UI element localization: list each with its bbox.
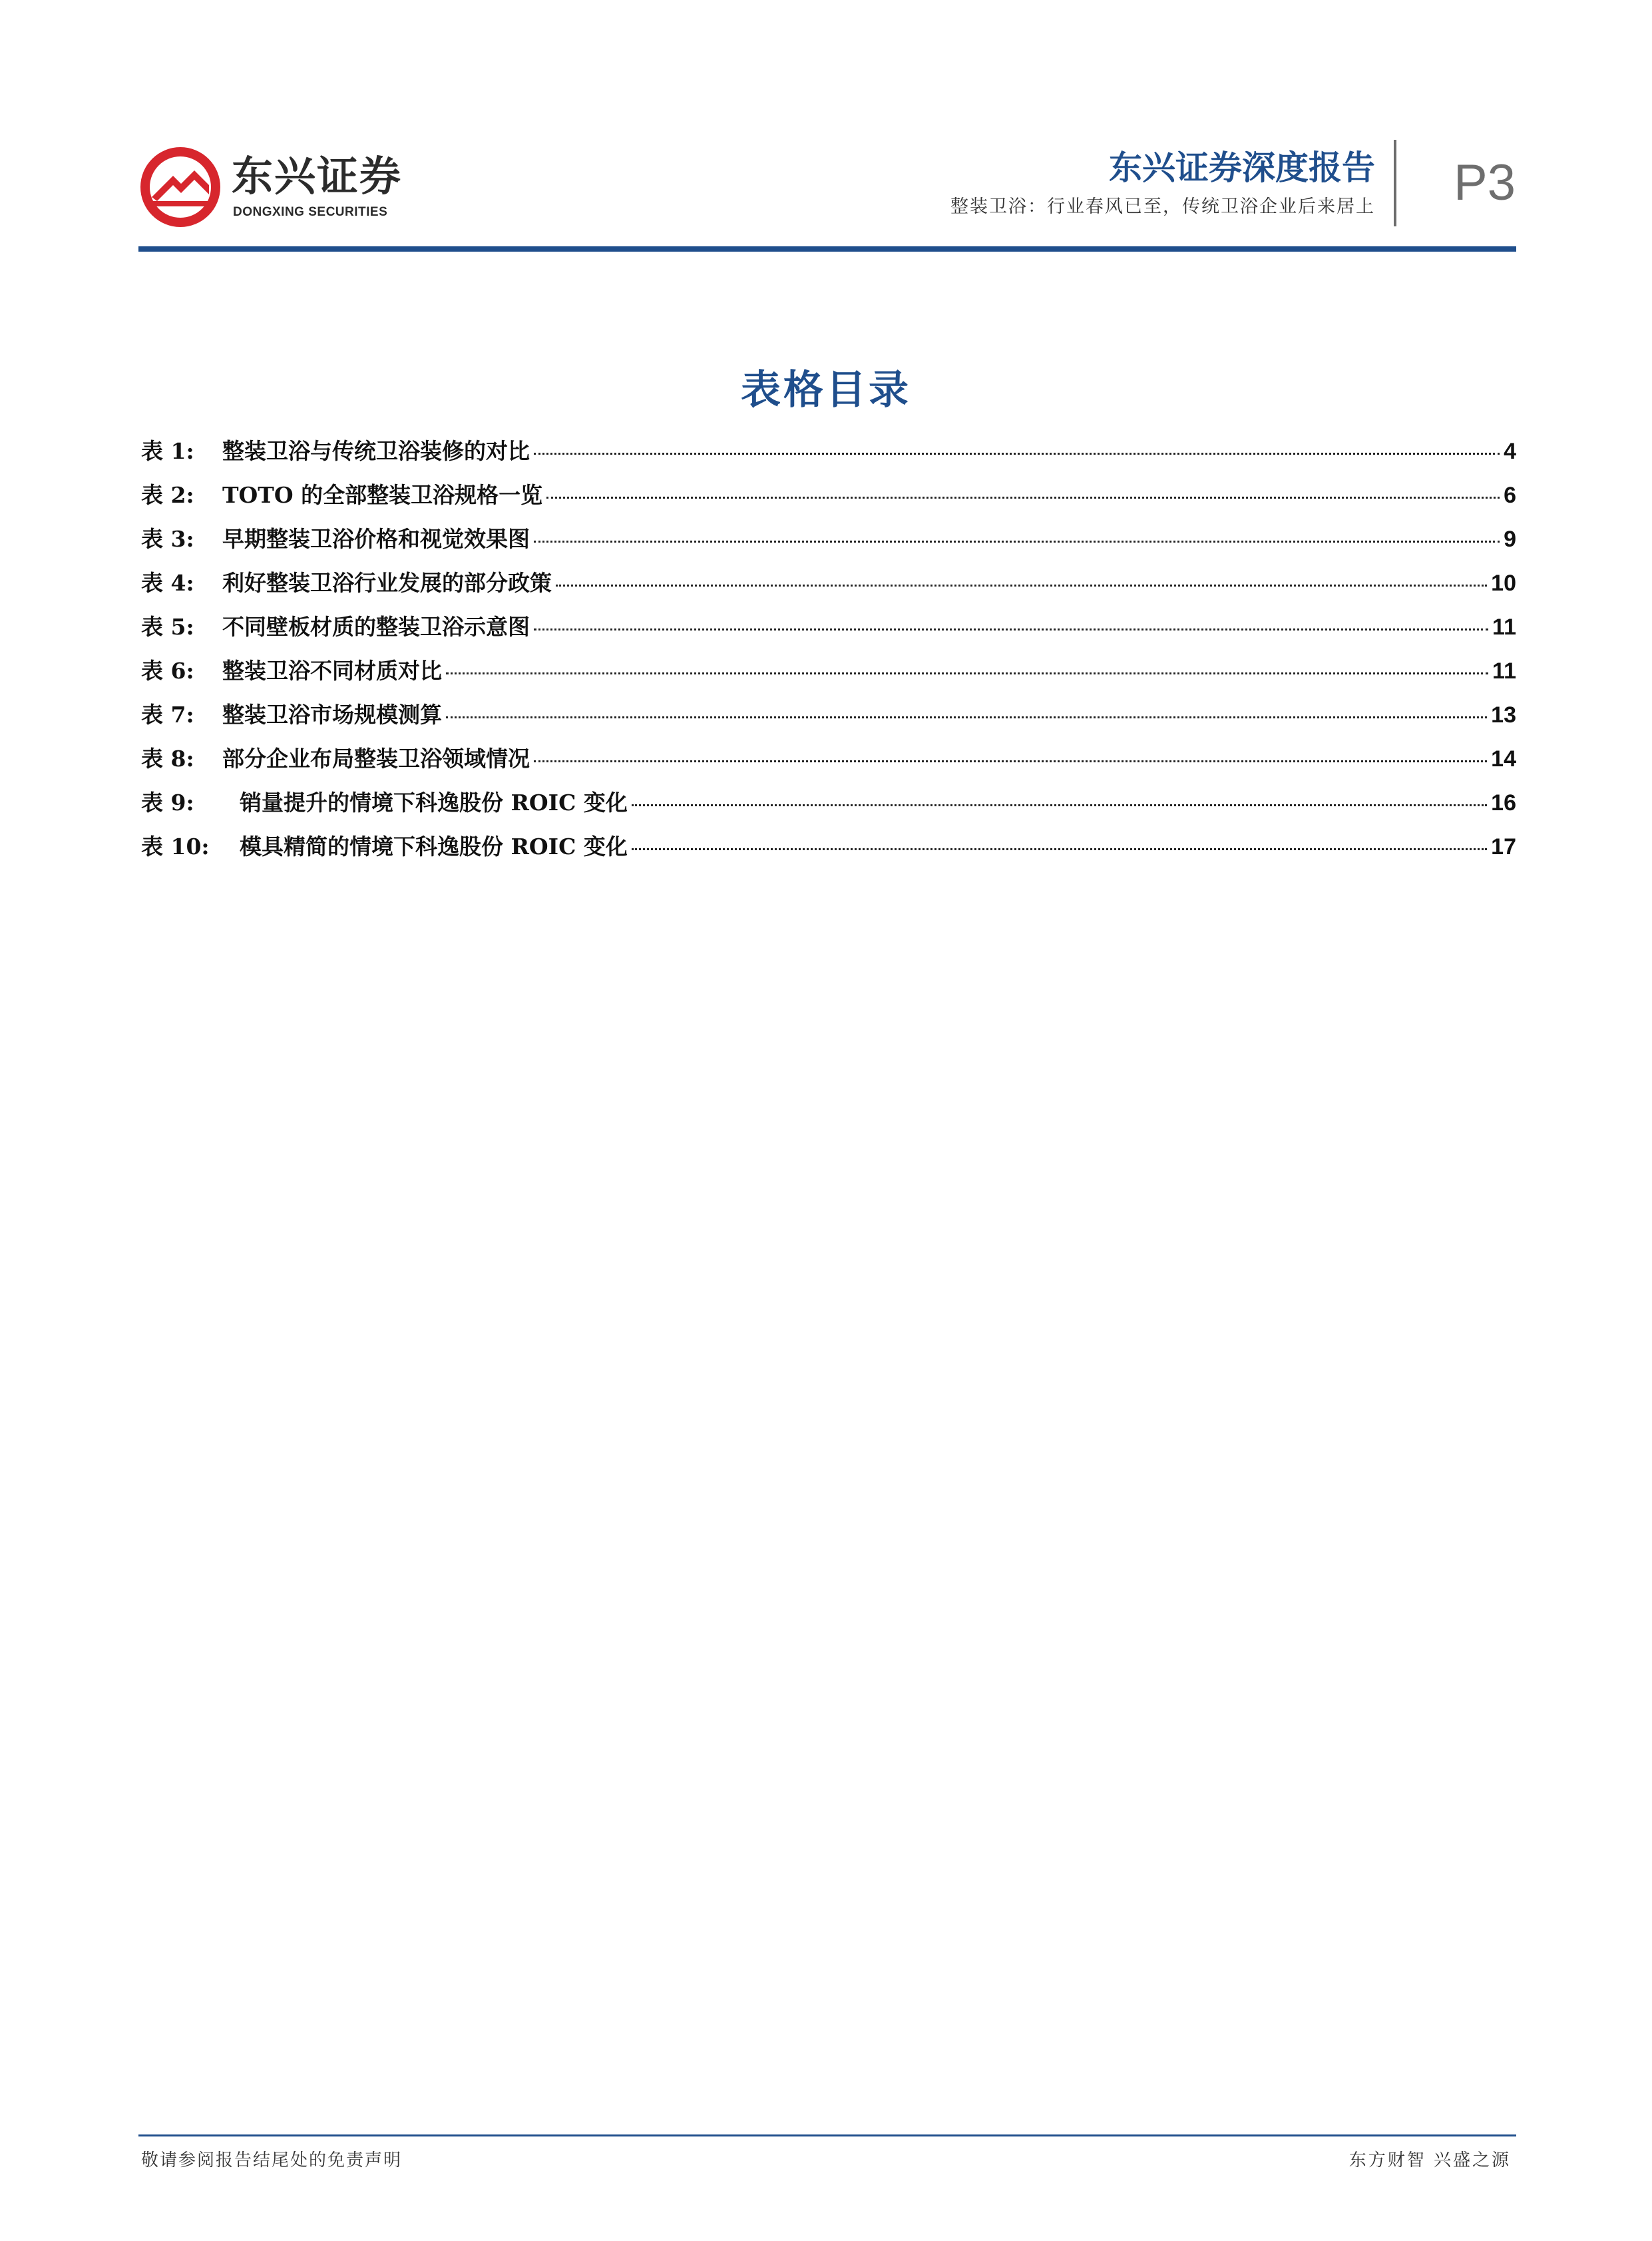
toc-entry-caption: 模具精简的情境下科逸股份 ROIC 变化 xyxy=(240,834,628,860)
toc-entry-caption: 早期整装卫浴价格和视觉效果图 xyxy=(222,526,530,552)
toc-entry[interactable] xyxy=(141,654,1516,698)
toc-entry-page: 4 xyxy=(1504,439,1516,464)
toc-entry-label: 表 8: xyxy=(141,746,194,772)
company-logo xyxy=(138,145,403,229)
toc-entry-page: 6 xyxy=(1504,483,1516,508)
toc-entry[interactable] xyxy=(141,522,1516,566)
toc-entry-caption: 销量提升的情境下科逸股份 ROIC 变化 xyxy=(240,790,628,816)
toc-leader-dots xyxy=(534,760,1487,762)
report-title: 东兴证券深度报告 xyxy=(1109,148,1375,187)
toc-entry[interactable] xyxy=(141,478,1516,522)
toc-entry-caption: 整装卫浴市场规模测算 xyxy=(222,702,442,728)
toc-entry[interactable] xyxy=(141,434,1516,478)
toc-leader-dots xyxy=(534,541,1500,543)
toc-entry-label: 表 6: xyxy=(141,658,194,684)
toc-entry-page: 11 xyxy=(1492,615,1516,640)
toc-entry-page: 16 xyxy=(1491,790,1516,816)
toc-entry-label: 表 7: xyxy=(141,702,194,728)
logo-name-cn: 东兴证券 xyxy=(232,152,403,200)
logo-name-en: DONGXING SECURITIES xyxy=(233,205,388,219)
toc-entry-page: 10 xyxy=(1491,571,1516,596)
toc-leader-dots xyxy=(556,585,1487,587)
toc-entry-caption: TOTO 的全部整装卫浴规格一览 xyxy=(222,482,543,508)
toc-leader-dots xyxy=(632,804,1487,806)
toc-entry-caption: 利好整装卫浴行业发展的部分政策 xyxy=(222,570,552,596)
toc-leader-dots xyxy=(534,628,1488,630)
toc-entry-page: 17 xyxy=(1491,834,1516,860)
toc-entry[interactable] xyxy=(141,830,1516,873)
toc-entry-page: 13 xyxy=(1491,702,1516,728)
page-number: P3 xyxy=(1454,154,1516,211)
toc-leader-dots xyxy=(534,453,1500,455)
table-of-tables xyxy=(141,434,1516,873)
toc-entry[interactable] xyxy=(141,610,1516,654)
footer-rule xyxy=(138,2134,1516,2136)
toc-entry-page: 11 xyxy=(1492,658,1516,684)
toc-entry-caption: 整装卫浴不同材质对比 xyxy=(222,658,442,684)
toc-entry-caption: 部分企业布局整装卫浴领域情况 xyxy=(222,746,530,772)
toc-entry-page: 9 xyxy=(1504,527,1516,552)
toc-leader-dots xyxy=(446,672,1488,674)
toc-entry-label: 表 10: xyxy=(141,834,210,860)
footer-slogan: 东方财智 兴盛之源 xyxy=(1348,2150,1511,2170)
toc-entry-label: 表 4: xyxy=(141,570,194,596)
report-subtitle: 整装卫浴：行业春风已至，传统卫浴企业后来居上 xyxy=(950,196,1375,217)
footer-disclaimer-note: 敬请参阅报告结尾处的免责声明 xyxy=(141,2150,403,2170)
toc-entry-caption: 不同壁板材质的整装卫浴示意图 xyxy=(222,614,530,640)
toc-entry-label: 表 5: xyxy=(141,614,194,640)
toc-entry-label: 表 3: xyxy=(141,526,194,552)
toc-leader-dots xyxy=(446,716,1487,718)
toc-entry-label: 表 1: xyxy=(141,438,194,464)
header-rule xyxy=(138,246,1516,252)
toc-entry[interactable] xyxy=(141,786,1516,830)
toc-entry[interactable] xyxy=(141,742,1516,786)
toc-entry-label: 表 2: xyxy=(141,482,194,508)
toc-entry[interactable] xyxy=(141,698,1516,742)
toc-title: 表格目录 xyxy=(741,367,911,413)
toc-entry-page: 14 xyxy=(1491,746,1516,772)
toc-entry[interactable] xyxy=(141,566,1516,610)
toc-entry-caption: 整装卫浴与传统卫浴装修的对比 xyxy=(222,438,530,464)
dongxing-logo-icon xyxy=(138,145,222,229)
toc-entry-label: 表 9: xyxy=(141,790,194,816)
toc-leader-dots xyxy=(546,497,1500,499)
header-divider xyxy=(1394,140,1396,226)
toc-leader-dots xyxy=(632,848,1487,850)
